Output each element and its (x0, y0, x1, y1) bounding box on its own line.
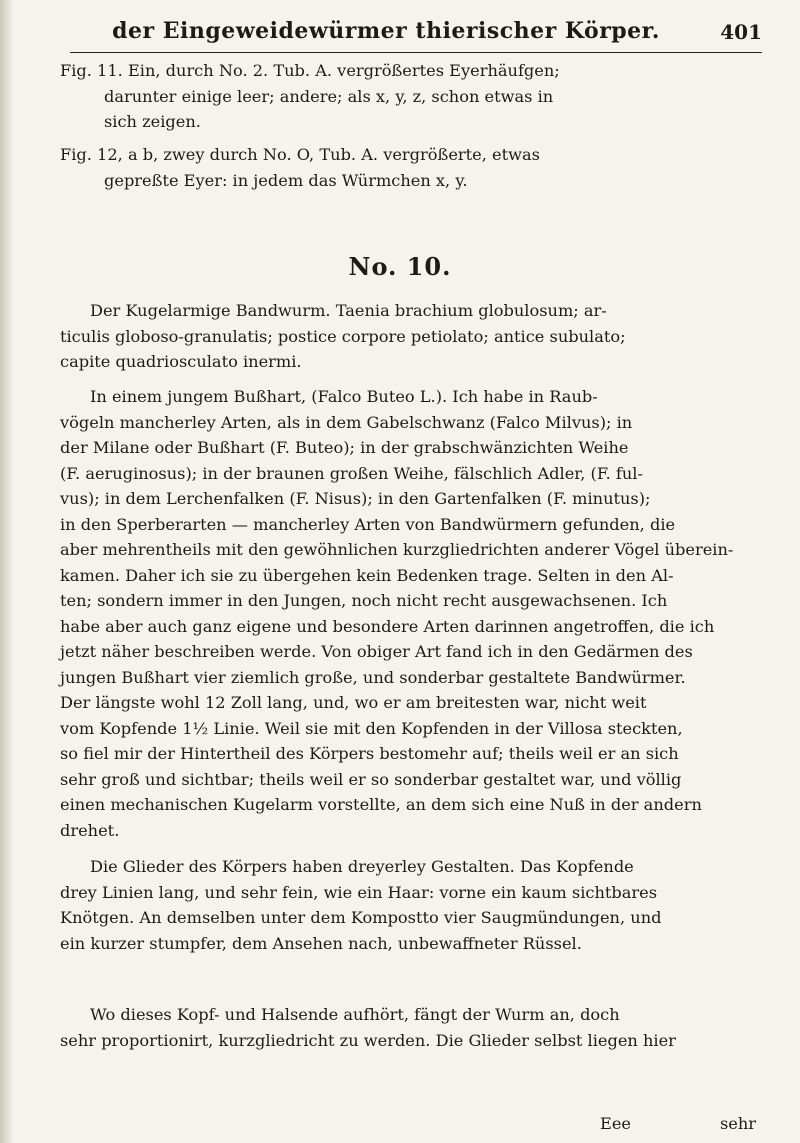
paragraph-1 (60, 384, 764, 843)
paragraph-3 (60, 1002, 764, 1053)
para1-line: (F. aeruginosus); in der braunen großen Weihe, fälschlich Adler, (F. ful- (60, 463, 643, 483)
signature-mark: Eee (600, 1114, 631, 1133)
intro-line: capite quadriosculato inermi. (60, 352, 302, 371)
figure-11-caption (60, 58, 764, 135)
page-gutter-shadow (0, 0, 14, 1143)
paragraph-2 (60, 854, 764, 956)
para2-line: drey Linien lang, und sehr fein, wie ein Haar: vorne ein kaum sichtbares (60, 882, 658, 902)
para3-line: sehr proportionirt, kurzgliedricht zu werden. Die Glieder selbst liegen hier (60, 1030, 676, 1050)
para1-line: ten; sondern immer in den Jungen, noch nicht recht ausgewachsenen. Ich (60, 591, 668, 610)
para1-line: sehr groß und sichtbar; theils weil er so sonderbar gestaltet war, und völlig (60, 769, 682, 789)
section-heading: No. 10. (348, 252, 452, 281)
page-number: 401 (720, 20, 762, 44)
para1-line: jungen Bußhart vier ziemlich große, und sonderbar gestaltete Bandwürmer. (60, 667, 686, 687)
para2-line: Knötgen. An demselben unter dem Kompostto vier Saugmündungen, und (60, 908, 662, 927)
para1-line: Der längste wohl 12 Zoll lang, und, wo er am breitesten war, nicht weit (60, 693, 647, 712)
para2-line: Die Glieder des Körpers haben dreyerley Gestalten. Das Kopfende (90, 857, 634, 876)
para1-line: vom Kopfende 1½ Linie. Weil sie mit den Kopfenden in der Villosa steckten, (60, 718, 683, 738)
figure-12-caption (60, 142, 764, 193)
species-diagnosis (60, 298, 764, 375)
catchword: sehr (719, 1114, 756, 1133)
fig11-line: Fig. 11. Ein, durch No. 2. Tub. A. vergrößertes Eyerhäufgen; (60, 61, 560, 80)
para1-line: einen mechanischen Kugelarm vorstellte, an dem sich eine Nuß in der andern (60, 795, 702, 814)
running-header (70, 12, 762, 53)
para1-line: jetzt näher beschreiben werde. Von obiger Art fand ich in den Gedärmen des (60, 642, 693, 661)
para1-line: in den Sperberarten — mancherley Arten von Bandwürmern gefunden, die (60, 514, 676, 534)
fig11-line: darunter einige leer; andere; als x, y, z, schon etwas in (104, 86, 554, 106)
para1-line: kamen. Daher ich sie zu übergehen kein Bedenken trage. Selten in den Al- (60, 565, 674, 585)
fig12-line: Fig. 12, a b, zwey durch No. O, Tub. A. vergrößerte, etwas (60, 145, 540, 164)
fig12-line: gepreßte Eyer: in jedem das Würmchen x, y. (104, 170, 468, 190)
para1-line: habe aber auch ganz eigene und besondere Arten darinnen angetroffen, die ich (60, 616, 715, 636)
running-title: der Eingeweidewürmer thierischer Körper. (112, 18, 660, 44)
intro-line: Der Kugelarmige Bandwurm. Taenia brachium globulosum; ar- (90, 301, 607, 320)
page-footer (60, 1114, 764, 1140)
intro-line: ticulis globoso-granulatis; postice corpore petiolato; antice subulato; (60, 326, 626, 346)
para1-line: der Milane oder Bußhart (F. Buteo); in der grabschwänzichten Weihe (60, 438, 629, 457)
para1-line: In einem jungem Bußhart, (Falco Buteo L.). Ich habe in Raub- (90, 387, 598, 406)
para1-line: vus); in dem Lerchenfalken (F. Nisus); in den Gartenfalken (F. minutus); (60, 489, 651, 508)
fig11-line: sich zeigen. (104, 112, 201, 131)
para1-line: so fiel mir der Hintertheil des Körpers bestomehr auf; theils weil er an sich (60, 744, 679, 763)
para3-line: Wo dieses Kopf- und Halsende aufhört, fängt der Wurm an, doch (90, 1005, 620, 1024)
para1-line: vögeln mancherley Arten, als in dem Gabelschwanz (Falco Milvus); in (60, 412, 633, 432)
para2-line: ein kurzer stumpfer, dem Ansehen nach, unbewaffneter Rüssel. (60, 933, 582, 953)
para1-line: drehet. (60, 820, 120, 840)
para1-line: aber mehrentheils mit den gewöhnlichen kurzgliedrichten anderer Vögel überein- (60, 540, 734, 559)
